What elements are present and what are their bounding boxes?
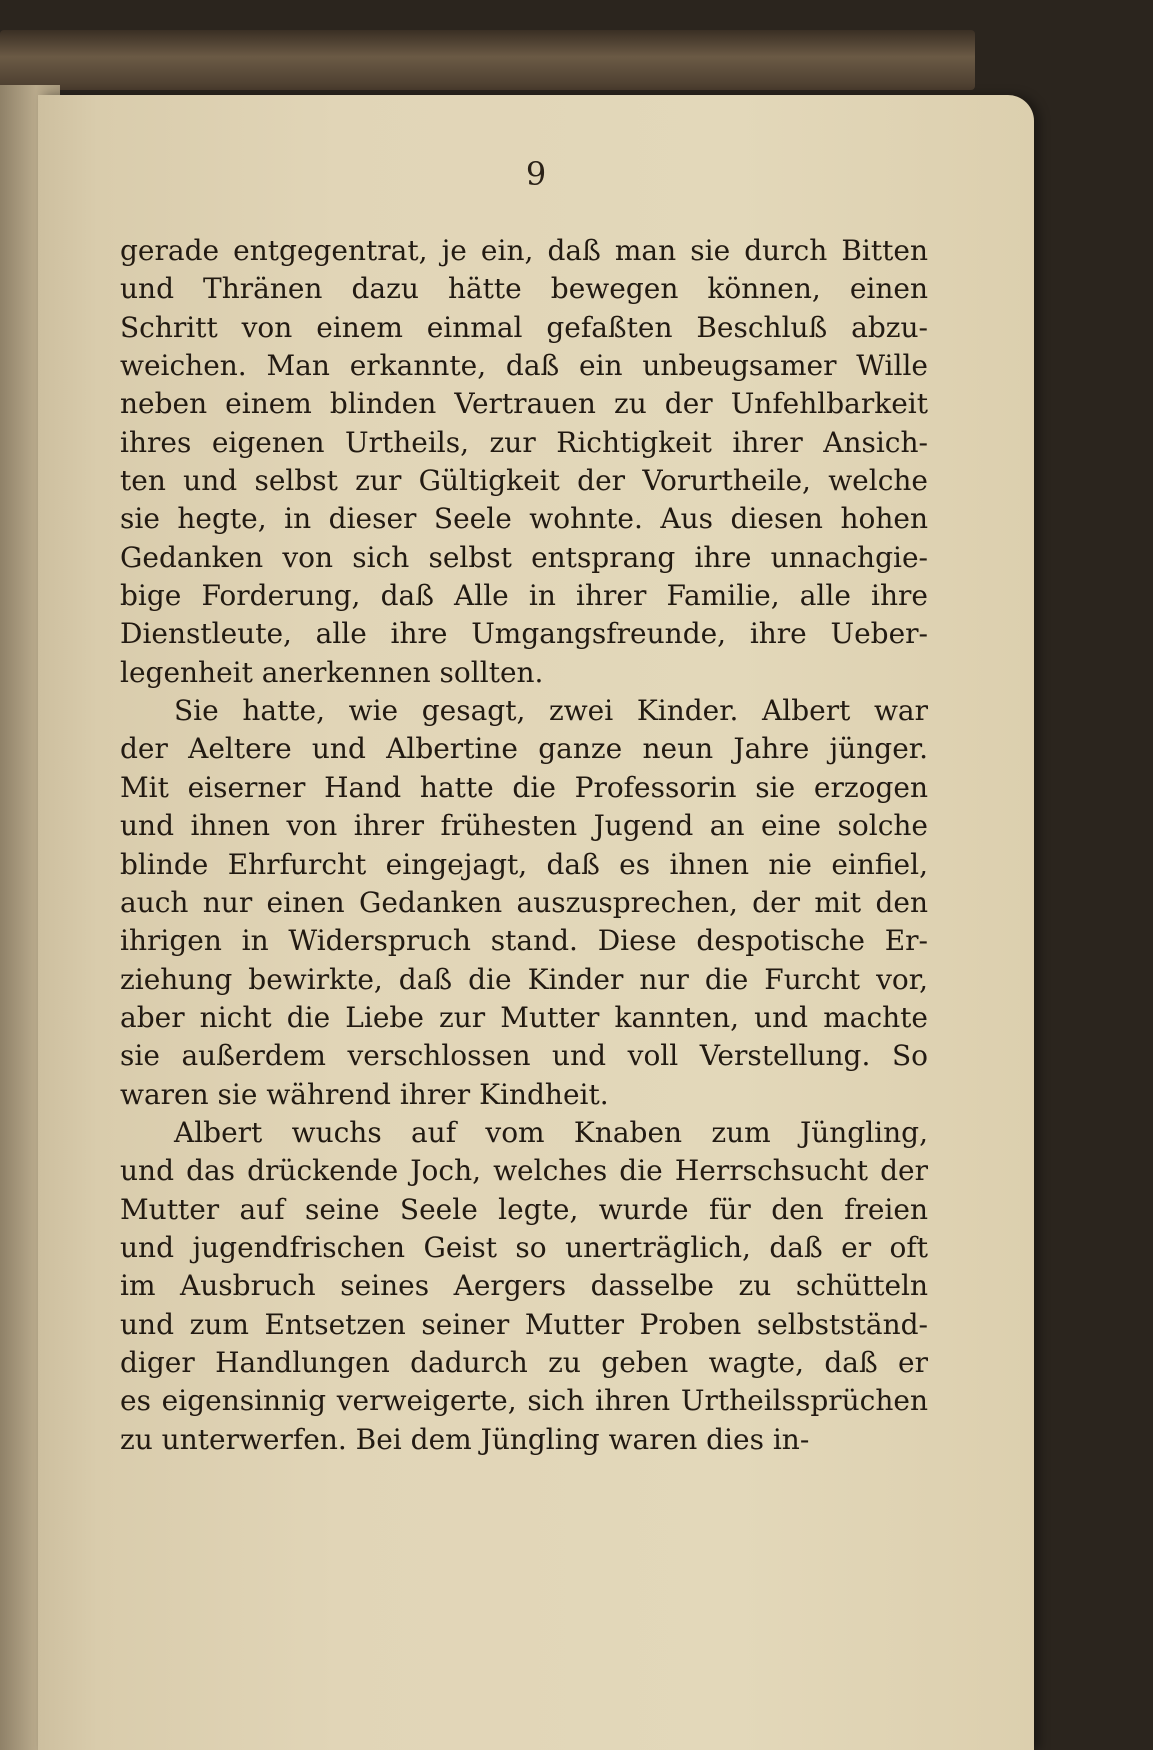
text-line: und jugendfrischen Geist so unerträglich, daß er oft <box>120 1230 928 1264</box>
text-line: gerade entgegentrat, je ein, daß man sie durch Bitten <box>120 234 928 267</box>
text-line: sie hegte, in dieser Seele wohnte. Aus diesen hohen <box>120 502 928 536</box>
text-line: auch nur einen Gedanken auszusprechen, der mit den <box>120 885 928 919</box>
text-line: Albert wuchs auf vom Knaben zum Jüngling, <box>174 1115 928 1149</box>
text-line: ihrigen in Widerspruch stand. Diese despotische Er- <box>120 924 928 958</box>
text-line: im Ausbruch seines Aergers dasselbe zu schütteln <box>120 1269 928 1303</box>
page-text <box>120 232 928 1459</box>
paragraph <box>120 232 928 692</box>
text-line: diger Handlungen dadurch zu geben wagte, daß er <box>120 1345 928 1379</box>
paragraph <box>120 692 928 1114</box>
text-line: und Thränen dazu hätte bewegen können, einen <box>120 272 928 306</box>
book-page <box>38 95 1034 1750</box>
text-line: legenheit anerkennen sollten. <box>120 655 544 689</box>
text-line: aber nicht die Liebe zur Mutter kannten, und machte <box>120 1000 928 1034</box>
text-line: ten und selbst zur Gültigkeit der Vorurtheile, welche <box>120 464 928 498</box>
text-line: sie außerdem verschlossen und voll Verstellung. So <box>120 1039 928 1073</box>
book-spine-edge <box>0 30 975 90</box>
text-line: zu unterwerfen. Bei dem Jüngling waren dies in- <box>120 1422 810 1456</box>
text-line: und zum Entsetzen seiner Mutter Proben selbstständ- <box>120 1307 928 1341</box>
text-line: ziehung bewirkte, daß die Kinder nur die Furcht vor, <box>120 962 928 996</box>
text-line: Gedanken von sich selbst entsprang ihre unnachgie- <box>120 540 928 574</box>
text-line: neben einem blinden Vertrauen zu der Unfehlbarkeit <box>120 387 928 421</box>
text-line: und das drückende Joch, welches die Herrschsucht der <box>120 1154 928 1188</box>
text-line: weichen. Man erkannte, daß ein unbeugsamer Wille <box>120 349 928 383</box>
text-line: Sie hatte, wie gesagt, zwei Kinder. Albert war <box>174 694 928 728</box>
text-line: es eigensinnig verweigerte, sich ihren Urtheilssprüchen <box>120 1384 928 1418</box>
paragraph <box>120 1114 928 1459</box>
text-line: Schritt von einem einmal gefaßten Beschluß abzu- <box>120 310 928 344</box>
page-number: 9 <box>525 155 547 193</box>
text-line: waren sie während ihrer Kindheit. <box>120 1077 609 1111</box>
text-line: Mutter auf seine Seele legte, wurde für den freien <box>120 1192 928 1226</box>
text-line: der Aeltere und Albertine ganze neun Jahre jünger. <box>120 732 928 766</box>
text-line: Mit eiserner Hand hatte die Professorin sie erzogen <box>120 770 928 804</box>
text-line: ihres eigenen Urtheils, zur Richtigkeit ihrer Ansich- <box>120 425 928 459</box>
text-line: bige Forderung, daß Alle in ihrer Familie, alle ihre <box>120 579 928 613</box>
text-line: blinde Ehrfurcht eingejagt, daß es ihnen nie einfiel, <box>120 847 928 881</box>
text-line: und ihnen von ihrer frühesten Jugend an eine solche <box>120 809 928 843</box>
text-line: Dienstleute, alle ihre Umgangsfreunde, ihre Ueber- <box>120 617 928 651</box>
